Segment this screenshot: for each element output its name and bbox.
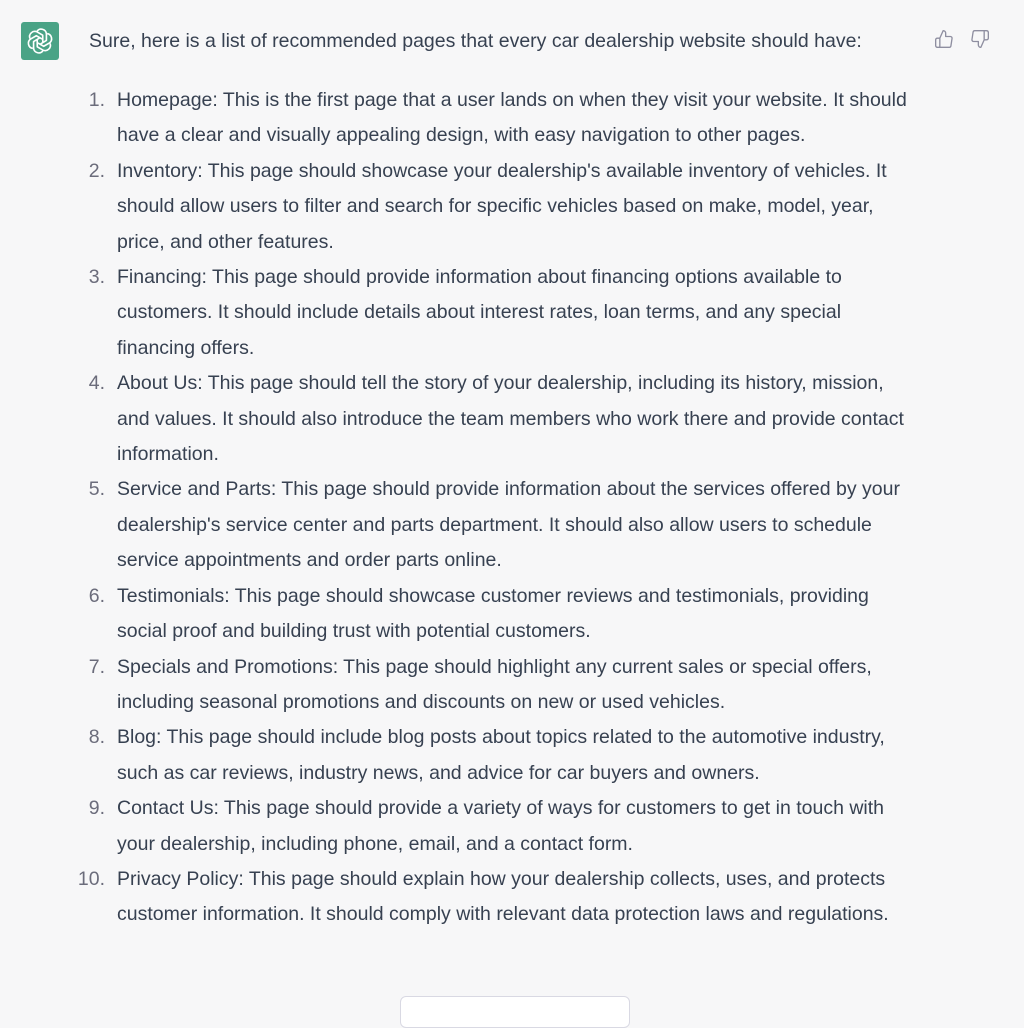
list-number: 4. [88,372,105,395]
recommended-pages-list [77,83,919,933]
list-number: 1. [88,89,105,111]
list-number: 2. [88,159,105,182]
list-item-text: Financing: This page should provide information about financing options available to customers. It should include details about interest rates, loan terms, and any special financing offers. [117,266,842,359]
list-item-text: Privacy Policy: This page should explain how your dealership collects, uses, and protects customer information. It should comply with relevant data protection laws and regulations. [117,867,889,926]
message-content [77,25,919,933]
list-item-text: Testimonials: This page should showcase customer reviews and testimonials, providing social proof and building trust with potential customers. [117,584,869,643]
list-item [89,154,919,260]
list-item [89,650,919,721]
list-item [89,83,919,154]
list-item-text: About Us: This page should tell the story of your dealership, including its history, mission, and values. It should also introduce the team members who work there and provide contact information. [117,372,904,466]
list-number: 10. [77,867,105,890]
regenerate-response-button[interactable] [400,996,630,1028]
list-item-text: Specials and Promotions: This page should highlight any current sales or special offers, including seasonal promotions and discounts on new or used vehicles. [117,655,872,713]
list-number: 7. [88,655,105,678]
message-intro: Sure, here is a list of recommended pages that every car dealership website should have: [89,30,862,52]
list-number: 6. [88,584,105,607]
list-item-text: Service and Parts: This page should provide information about the services offered by your dealership's service center and parts department. It should also allow users to schedule service appointments and order parts online. [117,478,900,572]
list-item [89,260,919,366]
list-item-text: Blog: This page should include blog posts about topics related to the automotive industry, such as car reviews, industry news, and advice for car buyers and owners. [117,726,885,784]
list-item [89,720,919,791]
list-number: 9. [88,797,105,820]
thumbs-up-button[interactable] [932,27,956,51]
list-item-text: Homepage: This is the first page that a user lands on when they visit your website. It should have a clear and visually appealing design, with easy navigation to other pages. [117,89,907,147]
list-number: 8. [88,726,105,749]
list-number: 3. [88,266,105,289]
list-item [89,366,919,472]
thumbs-up-icon [934,29,954,49]
list-item [89,472,919,578]
list-item [89,579,919,650]
list-item-text: Contact Us: This page should provide a variety of ways for customers to get in touch with your dealership, including phone, email, and a contact form. [117,797,885,855]
thumbs-down-icon [970,29,990,49]
assistant-avatar [21,22,59,60]
list-item [77,862,919,933]
list-number: 5. [88,478,105,501]
openai-logo-icon [26,27,54,55]
list-item [89,791,919,862]
thumbs-down-button[interactable] [968,27,992,51]
list-item-text: Inventory: This page should showcase your dealership's available inventory of vehicles. It should allow users to filter and search for specific vehicles based on make, model, year, price, and other features. [117,159,887,253]
